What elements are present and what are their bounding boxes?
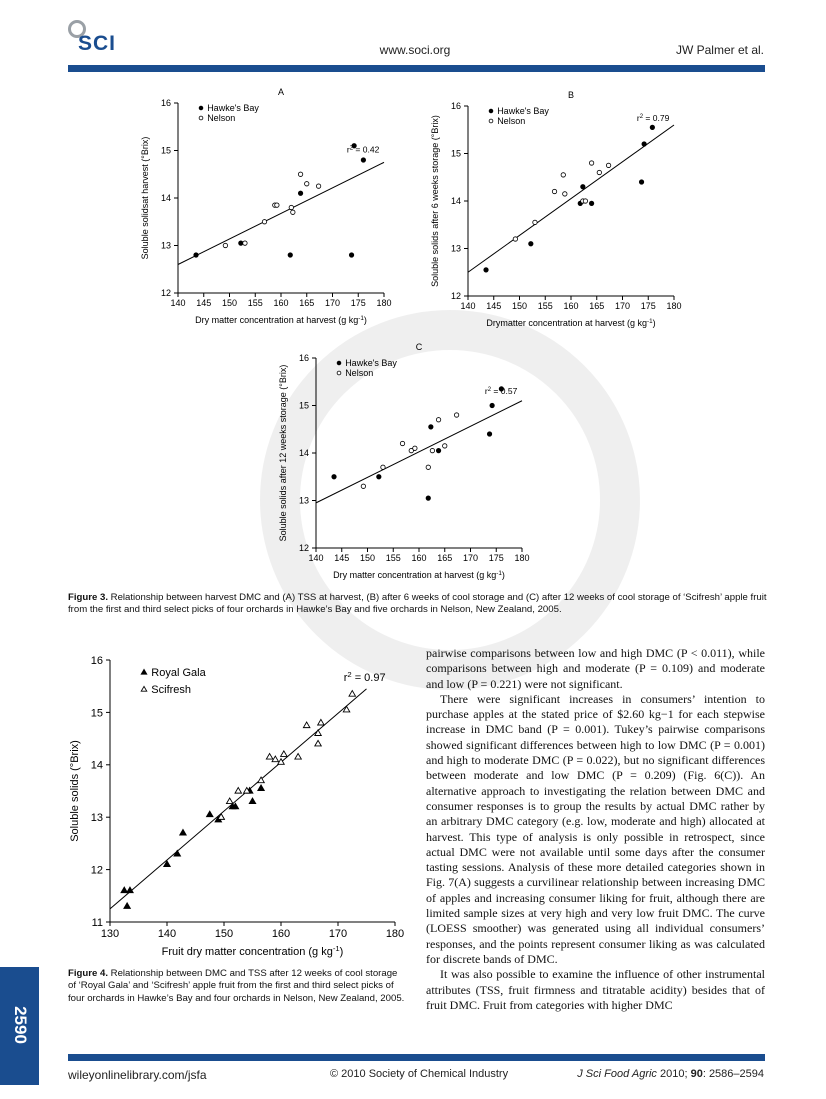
figure4-caption bbox=[68, 968, 408, 1005]
x-tick-label: 180 bbox=[385, 928, 405, 940]
citation-year: 2010; bbox=[656, 1068, 691, 1080]
y-tick-label: 16 bbox=[160, 98, 171, 109]
legend-label: Hawke's Bay bbox=[497, 106, 549, 116]
legend-label: Hawke's Bay bbox=[207, 103, 259, 113]
legend-marker bbox=[141, 686, 147, 691]
data-point bbox=[552, 189, 556, 193]
data-point bbox=[243, 241, 247, 245]
data-point bbox=[291, 210, 295, 214]
x-tick-label: 145 bbox=[486, 301, 502, 311]
data-point bbox=[288, 253, 292, 257]
y-tick-label: 12 bbox=[450, 291, 461, 302]
x-tick-label: 180 bbox=[514, 553, 530, 563]
x-tick-label: 170 bbox=[328, 928, 348, 940]
x-tick-label: 170 bbox=[324, 298, 341, 308]
x-tick-label: 150 bbox=[511, 301, 528, 311]
x-tick-label: 155 bbox=[385, 553, 401, 563]
panel-letter: A bbox=[277, 87, 285, 97]
y-tick-label: 14 bbox=[298, 448, 309, 459]
y-tick-label: 15 bbox=[298, 400, 309, 411]
data-point bbox=[487, 432, 491, 436]
y-axis-label: Soluble solids after 12 weeks storage (°Brix) bbox=[278, 364, 288, 542]
legend-marker bbox=[141, 669, 147, 674]
trend-line bbox=[316, 401, 522, 503]
data-point bbox=[289, 205, 293, 209]
y-tick-label: 12 bbox=[298, 543, 309, 554]
data-point bbox=[429, 425, 433, 429]
data-point bbox=[606, 163, 610, 167]
x-tick-label: 180 bbox=[666, 301, 682, 311]
data-point bbox=[430, 448, 434, 452]
y-tick-label: 11 bbox=[91, 916, 103, 929]
footer-copyright: © 2010 Society of Chemical Industry bbox=[330, 1068, 509, 1080]
r-squared-label: $r^2 = 0.57$ bbox=[484, 386, 518, 397]
footer-journal-url[interactable]: wileyonlinelibrary.com/jsfa bbox=[68, 1068, 207, 1082]
x-tick-label: 160 bbox=[411, 553, 427, 563]
x-tick-label: 140 bbox=[308, 553, 324, 563]
x-tick-label: 175 bbox=[640, 301, 656, 311]
r-squared-label: $r^2 = 0.97$ bbox=[343, 669, 386, 684]
data-point bbox=[454, 413, 458, 417]
data-point bbox=[298, 191, 302, 195]
x-tick-label: 165 bbox=[299, 298, 315, 308]
y-tick-label: 15 bbox=[160, 145, 171, 156]
data-point bbox=[305, 182, 309, 186]
data-point bbox=[597, 170, 601, 174]
x-tick-label: 180 bbox=[376, 298, 392, 308]
header-rule bbox=[68, 65, 765, 72]
trend-line bbox=[110, 689, 367, 909]
x-tick-label: 140 bbox=[170, 298, 186, 308]
x-tick-label: 175 bbox=[488, 553, 504, 563]
data-point bbox=[303, 722, 310, 728]
legend-label: Scifresh bbox=[151, 684, 192, 696]
data-point bbox=[298, 172, 302, 176]
data-point bbox=[650, 125, 654, 129]
data-point bbox=[426, 465, 430, 469]
x-tick-label: 150 bbox=[221, 298, 238, 308]
figure3-caption bbox=[68, 592, 768, 617]
data-point bbox=[589, 161, 593, 165]
legend-label: Nelson bbox=[497, 116, 526, 126]
x-tick-label: 145 bbox=[196, 298, 212, 308]
legend-label: Nelson bbox=[207, 113, 236, 123]
body-text bbox=[426, 646, 765, 1013]
legend-label: Hawke's Bay bbox=[345, 358, 397, 368]
figure3-panel-a bbox=[140, 85, 400, 335]
data-point bbox=[262, 220, 266, 224]
data-point bbox=[223, 243, 227, 247]
y-tick-label: 16 bbox=[450, 101, 461, 112]
data-point bbox=[332, 475, 336, 479]
x-tick-label: 140 bbox=[157, 928, 177, 940]
data-point bbox=[206, 811, 213, 817]
data-point bbox=[377, 475, 381, 479]
data-point bbox=[266, 753, 273, 759]
data-point bbox=[349, 691, 356, 697]
figure3-panel-b bbox=[430, 88, 690, 338]
data-point bbox=[581, 185, 585, 189]
data-point bbox=[343, 706, 350, 712]
legend-marker bbox=[489, 109, 493, 113]
x-tick-label: 165 bbox=[437, 553, 453, 563]
x-tick-label: 160 bbox=[273, 298, 289, 308]
data-point bbox=[513, 237, 517, 241]
data-point bbox=[180, 829, 187, 835]
y-tick-label: 13 bbox=[160, 240, 171, 251]
data-point bbox=[124, 903, 131, 909]
r-squared-label: $r^2 = 0.42$ bbox=[346, 144, 380, 155]
data-point bbox=[639, 180, 643, 184]
citation-volume: 90 bbox=[690, 1068, 703, 1080]
x-tick-label: 175 bbox=[350, 298, 366, 308]
x-axis-label: Drymatter concentration at harvest (g $kg^{-1}$) bbox=[486, 317, 656, 328]
legend-marker bbox=[489, 119, 493, 123]
x-axis-label: Dry matter concentration at harvest (g $kg^{-1}$) bbox=[195, 314, 367, 325]
y-tick-label: 13 bbox=[450, 243, 461, 254]
r-squared-label: $r^2 = 0.79$ bbox=[636, 113, 670, 124]
data-point bbox=[316, 184, 320, 188]
data-point bbox=[443, 444, 447, 448]
data-point bbox=[589, 201, 593, 205]
footer-citation bbox=[577, 1068, 764, 1080]
y-axis-label: Soluble solidsat harvest (°Brix) bbox=[140, 136, 150, 260]
running-author: JW Palmer et al. bbox=[675, 43, 764, 57]
x-axis-label: Fruit dry matter concentration (g $kg^{-1}$) bbox=[161, 943, 344, 958]
figure4-chart bbox=[66, 644, 411, 964]
data-point bbox=[349, 253, 353, 257]
y-tick-label: 16 bbox=[298, 353, 309, 364]
data-point bbox=[529, 242, 533, 246]
citation-journal: J Sci Food Agric bbox=[577, 1068, 657, 1080]
x-tick-label: 155 bbox=[247, 298, 263, 308]
data-point bbox=[561, 173, 565, 177]
paragraph: There were significant increases in consumers’ intention to purchase apples at the stated price of $2.60 kg−1 for each stepwise increase in DMC band (P = 0.001). Tukey’s pairwise comparisons showed significant differences between high to low DMC (P = 0.001) and high to moderate DMC (P = 0.022), but no significant differences between moderate and low DMC (P = 0.209) (Fig. 6(C)). An alternative approach to investigating the relation between DMC and consumer responses is to group the results by actual DMC rather by an arbitrary DMC category (e.g. low, moderate and high) allocated at harvest. This type of analysis is only possible in retrospect, since actual DMC were not available until some days after the consumer tasting sessions. Analysis of these more detailed categories shown in Fig. 7(A) suggests a curvilinear relationship between increasing DMC of apples and increasing consumer liking for fruit, although there are limited sample sizes at very high and very low fruit DMC. The curve (LOESS smoother) was generated using all individual consumers’ responses, and the points represent consumer liking as was calculated for discrete bands of DMC. bbox=[426, 691, 765, 966]
figure3-caption-label: Figure 3. bbox=[68, 592, 108, 603]
trend-line bbox=[468, 125, 674, 272]
trend-line bbox=[178, 162, 384, 264]
footer-rule bbox=[68, 1054, 765, 1061]
data-point bbox=[400, 441, 404, 445]
data-point bbox=[413, 446, 417, 450]
y-tick-label: 13 bbox=[298, 495, 309, 506]
legend-marker bbox=[337, 371, 341, 375]
site-url[interactable]: www.soci.org bbox=[379, 43, 451, 57]
x-tick-label: 150 bbox=[214, 928, 234, 940]
y-tick-label: 14 bbox=[160, 193, 171, 204]
x-axis-label: Dry matter concentration at harvest (g $kg^{-1}$) bbox=[333, 569, 505, 580]
panel-letter: C bbox=[415, 342, 423, 352]
legend-marker bbox=[199, 116, 203, 120]
data-point bbox=[436, 418, 440, 422]
x-tick-label: 160 bbox=[271, 928, 291, 940]
data-point bbox=[642, 142, 646, 146]
legend-label: Royal Gala bbox=[151, 667, 206, 679]
y-tick-label: 13 bbox=[90, 812, 103, 825]
y-axis-label: Soluble solids (°Brix) bbox=[69, 740, 81, 842]
legend-label: Nelson bbox=[345, 368, 374, 378]
y-tick-label: 15 bbox=[450, 148, 461, 159]
data-point bbox=[281, 751, 288, 757]
legend-marker bbox=[199, 106, 203, 110]
panel-letter: B bbox=[567, 90, 575, 100]
y-tick-label: 12 bbox=[90, 864, 103, 877]
data-point bbox=[361, 484, 365, 488]
x-tick-label: 130 bbox=[100, 928, 120, 940]
figure4-caption-label: Figure 4. bbox=[68, 968, 108, 979]
page-number: 2590 bbox=[11, 1006, 30, 1044]
data-point bbox=[490, 403, 494, 407]
data-point bbox=[235, 788, 242, 794]
data-point bbox=[295, 753, 302, 759]
figure3-caption-text: Relationship between harvest DMC and (A) TSS at harvest, (B) after 6 weeks of cool storage and (C) after 12 weeks of cool storage of ‘Scifresh’ apple fruit from the first and third select picks of four orchards in Hawke’s Bay and five orchards in Nelson, New Zealand, 2005. bbox=[68, 592, 767, 616]
y-tick-label: 14 bbox=[450, 196, 461, 207]
x-tick-label: 165 bbox=[589, 301, 605, 311]
y-tick-label: 16 bbox=[90, 654, 103, 667]
data-point bbox=[533, 220, 537, 224]
paragraph: It was also possible to examine the influence of other instrumental attributes (TSS, fruit firmness and titratable acidity) besides that of fruit DMC. Fruit from categories with higher DMC bbox=[426, 967, 765, 1012]
data-point bbox=[121, 887, 128, 893]
x-tick-label: 140 bbox=[460, 301, 476, 311]
y-tick-label: 12 bbox=[160, 288, 171, 299]
data-point bbox=[361, 158, 365, 162]
data-point bbox=[583, 199, 587, 203]
y-axis-label: Soluble solids after 6 weeks storage (°Brix) bbox=[430, 115, 440, 287]
data-point bbox=[484, 268, 488, 272]
citation-pages: : 2586–2594 bbox=[702, 1068, 764, 1080]
figure3-panel-c bbox=[278, 340, 538, 590]
x-tick-label: 160 bbox=[563, 301, 579, 311]
figure4-caption-text: Relationship between DMC and TSS after 12 weeks of cool storage of ‘Royal Gala’ and ‘Scifresh’ apple fruit from the first and third select picks of four orchards in Hawke’s Bay and four orchards in Nelson, New Zealand, 2005. bbox=[68, 968, 405, 1004]
sci-logo: SCI bbox=[78, 32, 117, 55]
x-tick-label: 170 bbox=[614, 301, 631, 311]
x-tick-label: 155 bbox=[537, 301, 553, 311]
y-tick-label: 15 bbox=[90, 707, 103, 720]
data-point bbox=[426, 496, 430, 500]
data-point bbox=[258, 785, 265, 791]
data-point bbox=[318, 719, 325, 725]
x-tick-label: 150 bbox=[359, 553, 376, 563]
data-point bbox=[315, 740, 322, 746]
legend-marker bbox=[337, 361, 341, 365]
x-tick-label: 145 bbox=[334, 553, 350, 563]
data-point bbox=[194, 253, 198, 257]
data-point bbox=[436, 448, 440, 452]
data-point bbox=[275, 203, 279, 207]
y-tick-label: 14 bbox=[90, 759, 103, 772]
data-point bbox=[381, 465, 385, 469]
x-tick-label: 170 bbox=[462, 553, 479, 563]
paragraph: pairwise comparisons between low and high DMC (P < 0.011), while comparisons between high and moderate (P = 0.109) and moderate and low (P = 0.221) were not significant. bbox=[426, 646, 765, 691]
data-point bbox=[563, 192, 567, 196]
data-point bbox=[249, 798, 256, 804]
data-point bbox=[226, 798, 233, 804]
